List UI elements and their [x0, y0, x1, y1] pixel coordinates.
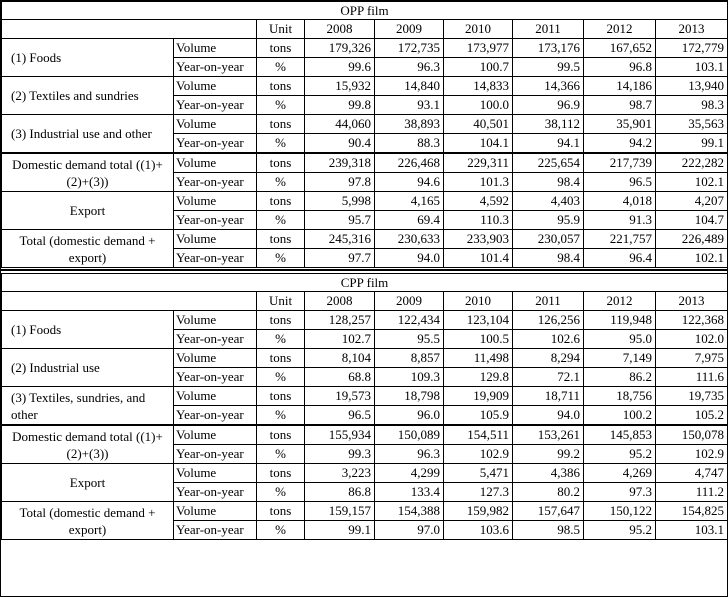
metric-label: Volume — [174, 464, 257, 483]
value-cell: 88.3 — [375, 134, 444, 154]
category-label: Total (domestic demand + export) — [2, 230, 174, 268]
value-cell: 90.4 — [305, 134, 375, 154]
year-header: 2013 — [656, 292, 728, 311]
category-label: (3) Industrial use and other — [2, 115, 174, 154]
value-cell: 94.0 — [375, 249, 444, 268]
header-row — [2, 292, 728, 311]
metric-label: Volume — [174, 349, 257, 368]
value-cell: 99.5 — [513, 58, 584, 77]
value-cell: 95.2 — [584, 521, 656, 540]
value-cell: 179,326 — [305, 39, 375, 58]
table-title: CPP film — [2, 274, 728, 292]
value-cell: 226,489 — [656, 230, 728, 249]
value-cell: 154,388 — [375, 502, 444, 521]
value-cell: 167,652 — [584, 39, 656, 58]
unit-cell: % — [257, 368, 305, 387]
value-cell: 129.8 — [444, 368, 513, 387]
year-header: 2008 — [305, 20, 375, 39]
value-cell: 38,112 — [513, 115, 584, 134]
value-cell: 98.7 — [584, 96, 656, 115]
value-cell: 97.8 — [305, 173, 375, 192]
value-cell: 80.2 — [513, 483, 584, 502]
year-header: 2008 — [305, 292, 375, 311]
value-cell: 154,511 — [444, 425, 513, 445]
value-cell: 233,903 — [444, 230, 513, 249]
value-cell: 245,316 — [305, 230, 375, 249]
value-cell: 229,311 — [444, 153, 513, 173]
category-label: (3) Textiles, sundries, and other — [2, 387, 174, 426]
category-label: Domestic demand total ((1)+(2)+(3)) — [2, 425, 174, 464]
value-cell: 119,948 — [584, 311, 656, 330]
category-label: Total (domestic demand + export) — [2, 502, 174, 540]
value-cell: 126,256 — [513, 311, 584, 330]
value-cell: 96.4 — [584, 249, 656, 268]
value-cell: 96.9 — [513, 96, 584, 115]
value-cell: 102.1 — [656, 173, 728, 192]
table-row — [2, 192, 728, 211]
unit-cell: tons — [257, 77, 305, 96]
value-cell: 91.3 — [584, 211, 656, 230]
unit-cell: tons — [257, 115, 305, 134]
metric-label: Year-on-year — [174, 211, 257, 230]
value-cell: 4,299 — [375, 464, 444, 483]
unit-header: Unit — [257, 20, 305, 39]
metric-label: Year-on-year — [174, 96, 257, 115]
table-row — [2, 230, 728, 249]
table-row — [2, 387, 728, 406]
unit-cell: % — [257, 211, 305, 230]
unit-cell: tons — [257, 387, 305, 406]
unit-cell: tons — [257, 425, 305, 445]
metric-label: Year-on-year — [174, 368, 257, 387]
value-cell: 222,282 — [656, 153, 728, 173]
table-row — [2, 77, 728, 96]
value-cell: 14,366 — [513, 77, 584, 96]
value-cell: 99.1 — [656, 134, 728, 154]
value-cell: 4,403 — [513, 192, 584, 211]
value-cell: 99.6 — [305, 58, 375, 77]
unit-cell: % — [257, 173, 305, 192]
value-cell: 99.8 — [305, 96, 375, 115]
metric-label: Volume — [174, 115, 257, 134]
value-cell: 100.5 — [444, 330, 513, 349]
value-cell: 101.4 — [444, 249, 513, 268]
value-cell: 4,592 — [444, 192, 513, 211]
value-cell: 217,739 — [584, 153, 656, 173]
value-cell: 38,893 — [375, 115, 444, 134]
value-cell: 102.9 — [656, 445, 728, 464]
value-cell: 35,563 — [656, 115, 728, 134]
value-cell: 35,901 — [584, 115, 656, 134]
value-cell: 102.0 — [656, 330, 728, 349]
cpp-film-table — [1, 273, 728, 540]
value-cell: 173,176 — [513, 39, 584, 58]
value-cell: 109.3 — [375, 368, 444, 387]
value-cell: 96.0 — [375, 406, 444, 426]
metric-label: Volume — [174, 153, 257, 173]
value-cell: 102.1 — [656, 249, 728, 268]
header-row — [2, 20, 728, 39]
metric-label: Volume — [174, 311, 257, 330]
value-cell: 150,122 — [584, 502, 656, 521]
value-cell: 123,104 — [444, 311, 513, 330]
value-cell: 72.1 — [513, 368, 584, 387]
year-header: 2009 — [375, 20, 444, 39]
opp-film-table — [1, 1, 728, 268]
value-cell: 104.7 — [656, 211, 728, 230]
year-header: 2012 — [584, 20, 656, 39]
value-cell: 95.0 — [584, 330, 656, 349]
value-cell: 4,747 — [656, 464, 728, 483]
metric-label: Volume — [174, 502, 257, 521]
value-cell: 133.4 — [375, 483, 444, 502]
metric-label: Year-on-year — [174, 521, 257, 540]
metric-label: Volume — [174, 39, 257, 58]
value-cell: 122,434 — [375, 311, 444, 330]
value-cell: 96.3 — [375, 445, 444, 464]
value-cell: 173,977 — [444, 39, 513, 58]
value-cell: 14,833 — [444, 77, 513, 96]
value-cell: 99.1 — [305, 521, 375, 540]
year-header: 2011 — [513, 292, 584, 311]
unit-cell: tons — [257, 39, 305, 58]
value-cell: 4,269 — [584, 464, 656, 483]
value-cell: 150,078 — [656, 425, 728, 445]
value-cell: 95.7 — [305, 211, 375, 230]
table-row — [2, 425, 728, 445]
table-title: OPP film — [2, 2, 728, 20]
value-cell: 98.5 — [513, 521, 584, 540]
value-cell: 19,909 — [444, 387, 513, 406]
year-header: 2010 — [444, 20, 513, 39]
category-label: Export — [2, 192, 174, 230]
value-cell: 122,368 — [656, 311, 728, 330]
value-cell: 101.3 — [444, 173, 513, 192]
value-cell: 19,735 — [656, 387, 728, 406]
category-label: (1) Foods — [2, 39, 174, 77]
value-cell: 157,647 — [513, 502, 584, 521]
value-cell: 95.2 — [584, 445, 656, 464]
unit-header: Unit — [257, 292, 305, 311]
value-cell: 150,089 — [375, 425, 444, 445]
value-cell: 96.8 — [584, 58, 656, 77]
value-cell: 96.5 — [305, 406, 375, 426]
value-cell: 159,982 — [444, 502, 513, 521]
value-cell: 7,975 — [656, 349, 728, 368]
value-cell: 7,149 — [584, 349, 656, 368]
unit-cell: tons — [257, 311, 305, 330]
value-cell: 239,318 — [305, 153, 375, 173]
value-cell: 68.8 — [305, 368, 375, 387]
value-cell: 225,654 — [513, 153, 584, 173]
category-label: Export — [2, 464, 174, 502]
metric-label: Year-on-year — [174, 445, 257, 464]
category-label: (1) Foods — [2, 311, 174, 349]
value-cell: 95.9 — [513, 211, 584, 230]
metric-label: Volume — [174, 192, 257, 211]
unit-cell: tons — [257, 464, 305, 483]
unit-cell: tons — [257, 192, 305, 211]
value-cell: 15,932 — [305, 77, 375, 96]
category-label: (2) Industrial use — [2, 349, 174, 387]
value-cell: 99.2 — [513, 445, 584, 464]
value-cell: 94.1 — [513, 134, 584, 154]
table-row — [2, 153, 728, 173]
metric-label: Volume — [174, 77, 257, 96]
unit-cell: % — [257, 330, 305, 349]
year-header: 2012 — [584, 292, 656, 311]
value-cell: 8,104 — [305, 349, 375, 368]
value-cell: 86.2 — [584, 368, 656, 387]
value-cell: 98.4 — [513, 249, 584, 268]
category-label: (2) Textiles and sundries — [2, 77, 174, 115]
unit-cell: tons — [257, 153, 305, 173]
value-cell: 69.4 — [375, 211, 444, 230]
value-cell: 8,857 — [375, 349, 444, 368]
value-cell: 145,853 — [584, 425, 656, 445]
value-cell: 111.2 — [656, 483, 728, 502]
value-cell: 13,940 — [656, 77, 728, 96]
value-cell: 155,934 — [305, 425, 375, 445]
value-cell: 96.3 — [375, 58, 444, 77]
value-cell: 98.4 — [513, 173, 584, 192]
value-cell: 100.0 — [444, 96, 513, 115]
metric-label: Year-on-year — [174, 58, 257, 77]
table-row — [2, 502, 728, 521]
value-cell: 5,471 — [444, 464, 513, 483]
value-cell: 94.2 — [584, 134, 656, 154]
metric-label: Year-on-year — [174, 134, 257, 154]
value-cell: 99.3 — [305, 445, 375, 464]
value-cell: 103.1 — [656, 58, 728, 77]
value-cell: 102.9 — [444, 445, 513, 464]
unit-cell: % — [257, 483, 305, 502]
value-cell: 128,257 — [305, 311, 375, 330]
year-header: 2009 — [375, 292, 444, 311]
year-header: 2013 — [656, 20, 728, 39]
value-cell: 103.1 — [656, 521, 728, 540]
unit-cell: % — [257, 134, 305, 154]
table-row — [2, 349, 728, 368]
value-cell: 8,294 — [513, 349, 584, 368]
unit-cell: % — [257, 249, 305, 268]
metric-label: Volume — [174, 387, 257, 406]
value-cell: 172,779 — [656, 39, 728, 58]
unit-cell: % — [257, 445, 305, 464]
value-cell: 94.6 — [375, 173, 444, 192]
metric-label: Year-on-year — [174, 249, 257, 268]
value-cell: 95.5 — [375, 330, 444, 349]
value-cell: 4,165 — [375, 192, 444, 211]
unit-cell: % — [257, 521, 305, 540]
table-title-row — [2, 2, 728, 20]
value-cell: 93.1 — [375, 96, 444, 115]
table-title-row — [2, 274, 728, 292]
category-label: Domestic demand total ((1)+(2)+(3)) — [2, 153, 174, 192]
value-cell: 110.3 — [444, 211, 513, 230]
header-blank-cell — [2, 20, 257, 39]
unit-cell: tons — [257, 230, 305, 249]
value-cell: 97.0 — [375, 521, 444, 540]
metric-label: Year-on-year — [174, 173, 257, 192]
value-cell: 4,386 — [513, 464, 584, 483]
value-cell: 96.5 — [584, 173, 656, 192]
unit-cell: % — [257, 406, 305, 426]
value-cell: 14,840 — [375, 77, 444, 96]
value-cell: 18,711 — [513, 387, 584, 406]
value-cell: 154,825 — [656, 502, 728, 521]
value-cell: 19,573 — [305, 387, 375, 406]
value-cell: 111.6 — [656, 368, 728, 387]
value-cell: 97.7 — [305, 249, 375, 268]
metric-label: Volume — [174, 230, 257, 249]
value-cell: 100.7 — [444, 58, 513, 77]
metric-label: Year-on-year — [174, 406, 257, 426]
value-cell: 102.6 — [513, 330, 584, 349]
value-cell: 159,157 — [305, 502, 375, 521]
value-cell: 18,756 — [584, 387, 656, 406]
value-cell: 230,057 — [513, 230, 584, 249]
value-cell: 102.7 — [305, 330, 375, 349]
value-cell: 230,633 — [375, 230, 444, 249]
table-row — [2, 115, 728, 134]
value-cell: 86.8 — [305, 483, 375, 502]
value-cell: 14,186 — [584, 77, 656, 96]
value-cell: 11,498 — [444, 349, 513, 368]
value-cell: 153,261 — [513, 425, 584, 445]
unit-cell: % — [257, 58, 305, 77]
table-row — [2, 464, 728, 483]
unit-cell: % — [257, 96, 305, 115]
value-cell: 18,798 — [375, 387, 444, 406]
value-cell: 172,735 — [375, 39, 444, 58]
value-cell: 94.0 — [513, 406, 584, 426]
metric-label: Year-on-year — [174, 330, 257, 349]
value-cell: 3,223 — [305, 464, 375, 483]
value-cell: 226,468 — [375, 153, 444, 173]
value-cell: 103.6 — [444, 521, 513, 540]
value-cell: 5,998 — [305, 192, 375, 211]
value-cell: 97.3 — [584, 483, 656, 502]
value-cell: 104.1 — [444, 134, 513, 154]
value-cell: 127.3 — [444, 483, 513, 502]
value-cell: 105.2 — [656, 406, 728, 426]
value-cell: 100.2 — [584, 406, 656, 426]
table-row — [2, 39, 728, 58]
unit-cell: tons — [257, 502, 305, 521]
value-cell: 105.9 — [444, 406, 513, 426]
value-cell: 4,018 — [584, 192, 656, 211]
year-header: 2010 — [444, 292, 513, 311]
value-cell: 221,757 — [584, 230, 656, 249]
value-cell: 98.3 — [656, 96, 728, 115]
value-cell: 4,207 — [656, 192, 728, 211]
value-cell: 40,501 — [444, 115, 513, 134]
table-row — [2, 311, 728, 330]
unit-cell: tons — [257, 349, 305, 368]
metric-label: Volume — [174, 425, 257, 445]
value-cell: 44,060 — [305, 115, 375, 134]
year-header: 2011 — [513, 20, 584, 39]
header-blank-cell — [2, 292, 257, 311]
metric-label: Year-on-year — [174, 483, 257, 502]
